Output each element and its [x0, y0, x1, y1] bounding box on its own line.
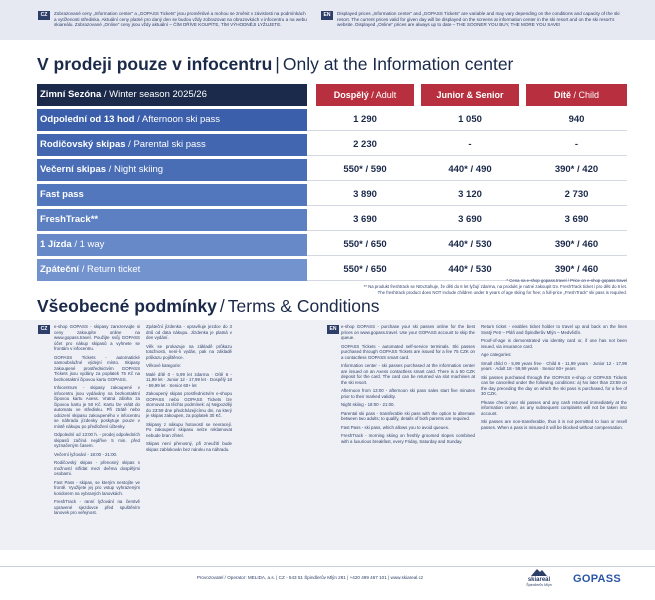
- price-row-label: Odpolední od 13 hod / Afternoon ski pass: [37, 109, 307, 131]
- child-price: 2 730: [564, 189, 589, 200]
- junior-price: 440* / 490: [448, 164, 492, 175]
- mountain-icon: [531, 568, 547, 576]
- terms-heading-en: Terms & Conditions: [227, 296, 380, 316]
- skiareal-logo: skiareál Špindlerův Mlýn: [515, 568, 563, 588]
- price-row: [37, 109, 627, 131]
- price-row-label: Fast pass: [37, 184, 307, 206]
- junior-price: 1 050: [458, 114, 482, 125]
- terms-heading: [37, 296, 380, 317]
- en-price-notice: Displayed prices „Information center“ and „GOPASS Tickets“ are variable and may vary depending on the conditions and capacity of the ski resort. The current prices valid for given day will be displayed on the screens at information center in the ski resort and on the ski resort’s website. Displayed „Online“ prices are always up to date – THE SOONER YOU BUY, THE MORE YOU SAVE!: [337, 11, 620, 28]
- price-row: [37, 134, 627, 156]
- child-price: 390* / 460: [554, 239, 599, 250]
- price-row-label: Rodičovský skipas / Parental ski pass: [37, 134, 307, 156]
- price-row-label: Večerní skipas / Night skiing: [37, 159, 307, 181]
- terms-column-en-2: Return ticket - enables ticket holder to travel up and back on the lines Svatý Petr – Pláň and Špindlerův Mlýn – Medvědín. Proof-of-age is demonstrated via identity card or, if one has not been issued, via insurance card. Age categories: Small child 0 - 5,99 years free · Child 6 - 11,99 years · Junior 12 - 17,99 years · Adult 18 - 59,99 years · Senior 60+ years Ski passes purchased through the GOPASS e-shop or GOPASS Tickets can be cancelled under the following conditions: a) No later than 23:59 on the day preceding the day on which the ski pass is purchased, for a fee of 30 CZK. Please check your ski passes and any cash returned immediately at the information center, as any subsequent complaints will not be taken into account. Ski passes are non-transferable, thus it is not permitted to loan or resell passes. When a pass is misused it will be blocked without compensation.: [481, 324, 627, 430]
- gopass-logo: GOPASS: [573, 573, 622, 585]
- child-price: 940: [568, 114, 585, 125]
- terms-en-tag: EN: [327, 325, 339, 334]
- adult-price: 3 690: [353, 214, 377, 225]
- price-table-header: [37, 84, 627, 106]
- junior-price: 3 120: [458, 189, 482, 200]
- price-row: [37, 184, 627, 206]
- price-row: [37, 234, 627, 256]
- child-price: 3 690: [564, 214, 589, 225]
- operator-footer: Provozovatel / Operator: MELIDA, a.s. | CZ - 543 51 Špindlerův Mlýn 281 | +420 499 467 101 | www.skiareal.cz: [196, 575, 424, 580]
- footnote-eshop-price: * Cena na e-shop gopass.travel / Price on e-shop gopass.travel: [506, 278, 627, 283]
- title-cz: V prodeji pouze v infocentru: [37, 54, 273, 74]
- child-price: -: [574, 139, 579, 150]
- child-price: 390* / 420: [554, 164, 599, 175]
- footnote-freshtrack-cz: ** Na produkt freshtrack se NEvztahuje, že děti do 6 let lyžují zdarma, na produkt je nutné zakoupit tzv. FreshTrack ticket i pro děti do 6 let.: [363, 284, 627, 289]
- child-column-header: Dítě / Child: [526, 84, 627, 106]
- footnote-freshtrack-en: The freshtrack product does NOT include children under 6 years of age skiing for free; a full-price „FreshTrack“ ski pass is required.: [377, 290, 627, 295]
- title-en: Only at the Information center: [282, 54, 514, 74]
- page-title: [37, 54, 513, 75]
- adult-price: 1 290: [353, 114, 377, 125]
- price-row-label: FreshTrack**: [37, 209, 307, 231]
- junior-column-header: Junior & Senior: [421, 84, 519, 106]
- terms-separator: /: [219, 296, 225, 316]
- child-price: 390* / 460: [554, 264, 599, 275]
- footer-divider: [0, 566, 655, 567]
- junior-price: 440* / 530: [448, 239, 492, 250]
- cz-language-tag: CZ: [38, 11, 50, 20]
- price-row-label: Zpáteční / Return ticket: [37, 259, 307, 281]
- junior-price: -: [468, 139, 472, 150]
- terms-column-en-1: e-shop GOPASS - purchase your ski passes online for the best prices on www.gopass.travel. Use your GOPASS account to skip the queue. GOPASS Tickets - automated self-service terminals. Ski passes purchased through GOPASS Tickets are issued for a fee 75 CZK on a contactless GOPASS smart card. Information center - ski passes purchased at the information center are issued on an Axess contactless smart card. There is a 50 CZK deposit for the card. The card can be returned via slot machines at the ski resort. Afternoon from 13:00 - afternoon ski pass sales start five minutes prior to their marked validity. Night skiing - 18:00 - 21:00. Parental ski pass - transferable ski pass with the option to alternate between two adults; to qualify, details of both parents are required. Fast Pass - ski pass, which allows you to avoid queues. FreshTrack - morning skiing on freshly groomed slopes combined with a luxurious breakfast, every Friday, Saturday and Sunday.: [341, 324, 475, 444]
- terms-heading-cz: Všeobecné podmínky: [37, 296, 217, 316]
- terms-column-cz-1: e-shop GOPASS - skipasy zarezervujte si ceny zakoupíte online na www.gopass.travel. Použijte svůj GOPASS účet pro nákup skipasů a vyhnete se frontám v infocentru. GOPASS Tickets - automatické samoobslužné výdejní místo. Skipasy zakoupené prostřednictvím GOPASS Tickets jsou vydány za poplatek 75 Kč na bezkontaktní čipovou kartu GOPASS. Infocentrum - skipasy zakoupené v infocentru jsou vydávány na bezkontaktní čipovou kartu Axess. Vratná záloha za čipovou kartu je 50 Kč. Kartu lze vrátit do automatu ve středisku. Při ztrátě nebo odcizení skipasu zakoupeného v infocentru se náhrada jízdenky poskytuje pouze v místě nákupu po předložení účtenky. Odpolední od 13:00 h. - prodej odpoledních skipasů začíná nejdříve 5 min. před vyznačeným časem. Večerní lyžování - 18:00 - 21:00. Rodičovský skipas - přenosný skipas s možností střídat mezi dvěma dospělými osobami. Fast Pass - skipas, se kterým nestojíte ve frontě. Využijete jej pro vstup vyhrazeným koridorem na vybraných lanovkách. FreshTrack - ranní lyžování na čerstvě upravené sjezdovce před spuštěním lanovek pro veřejnost.: [54, 324, 140, 515]
- cz-price-notice: Zobrazované ceny „Information center“ a „GOPASS Tickets“ jsou proměnlivé a mohou se změnit v závislosti na podmínkách a vytíženosti střediska. Aktuální ceny platné pro daný den se budou vždy zobrazovat na obrazovkách v infocentru a na webu skiareálu. Zobrazované „Online“ ceny jsou vždy aktuální – ČÍM DŘÍVE KOUPÍTE, TÍM VÝHODNĚJI LYŽUJETE.: [54, 11, 307, 28]
- adult-price: 550* / 650: [343, 264, 387, 275]
- adult-price: 550* / 650: [343, 239, 387, 250]
- adult-price: 550* / 590: [343, 164, 387, 175]
- price-row-label: 1 Jízda / 1 way: [37, 234, 307, 256]
- en-language-tag: EN: [321, 11, 333, 20]
- junior-price: 3 690: [458, 214, 482, 225]
- terms-column-cz-2: Zpáteční jízdenka - opravňuje jezdce do 3 dnů od data nákupu. Jízdenka je platná v den vydání. Věk se prokazuje na základě průkazu totožnosti, není-li vydán, pak na základě průkazu pojištěnce. Věkové kategorie: Malé dítě 0 - 5,99 let zdarma · Dítě 6 - 11,99 let · Junior 12 - 17,99 let · Dospělý 18 - 59,99 let · Senior 60+ let Zakoupený skipas prostřednictvím e-shopu GOPASS nebo GOPASS Tickets lze stornovat za těchto podmínek: a) Nejpozději do 23:59 dne předcházejícímu dni, na který je skipas zakoupen, za poplatek 30 Kč. Skipasy z nákupu hotovostí se nevracejí. Po zakoupení skipasu nelze reklamovat nebude bran zřetel. Skipas není přenosný, při zneužití bude skipas zablokován bez nároku na náhradu.: [146, 324, 232, 452]
- price-row: [37, 209, 627, 231]
- adult-price: 2 230: [353, 139, 377, 150]
- terms-cz-tag: CZ: [38, 325, 50, 334]
- price-row: [37, 159, 627, 181]
- adult-price: 3 890: [353, 189, 377, 200]
- junior-price: 440* / 530: [448, 264, 492, 275]
- adult-column-header: Dospělý / Adult: [316, 84, 414, 106]
- title-separator: |: [275, 54, 280, 74]
- season-header: Zimní Sezóna / Winter season 2025/26: [37, 84, 307, 106]
